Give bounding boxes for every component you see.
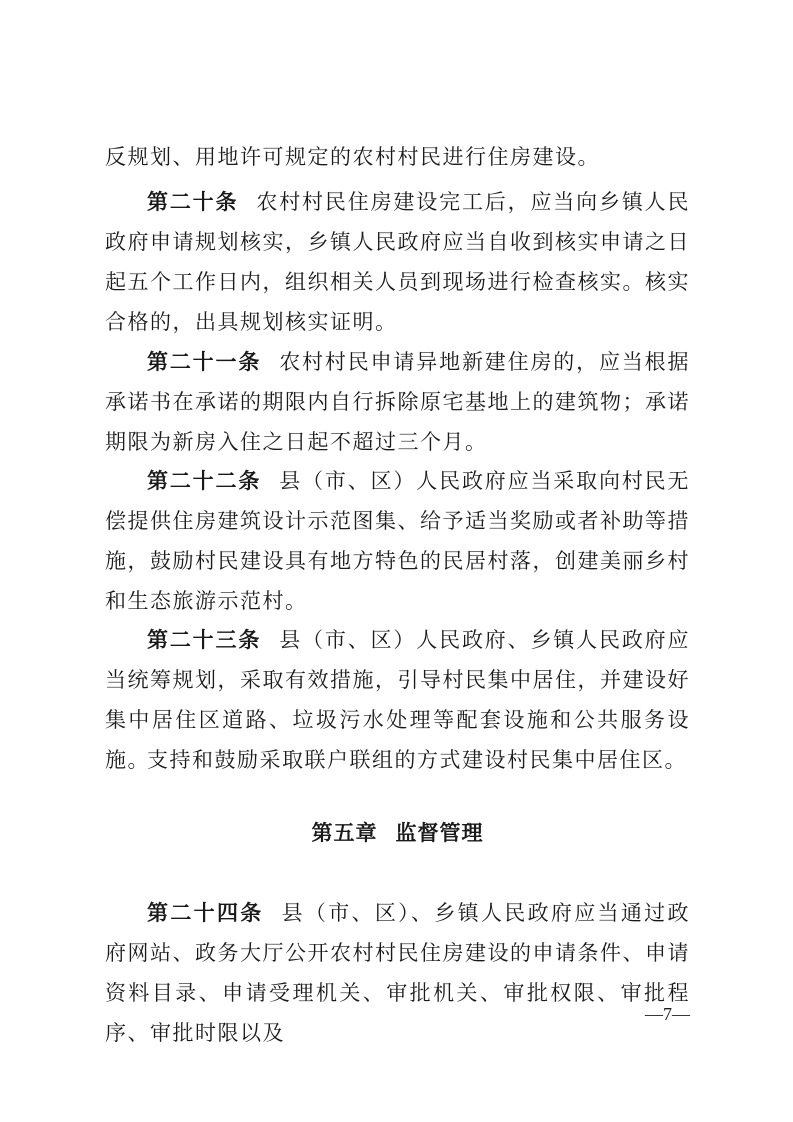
paragraph-continuation [105, 137, 690, 177]
article-24 [105, 893, 690, 1053]
article-number: 第二十三条 [147, 628, 262, 652]
article-21 [105, 342, 690, 462]
article-20 [105, 182, 690, 342]
paragraph-text: 支持和鼓励采取联户联组的方式建设村民集中居住区。 [147, 748, 687, 772]
chapter-number: 第五章 [311, 821, 378, 845]
article-22 [105, 461, 690, 621]
article-text: 县（市、区）、乡镇人民政府应当通过政府网站、政务大厅公开农村村民住房建设的申请条件、申请资料目录、申请受理机关、审批机关、审批权限、审批程序、审批时限以及 [105, 901, 691, 1045]
page-number: —7— [645, 1004, 690, 1024]
article-number: 第二十二条 [147, 469, 262, 493]
paragraph-support [105, 740, 690, 780]
article-number: 第二十条 [147, 190, 239, 214]
article-text: 县（市、区）人民政府应当采取向村民无偿提供住房建筑设计示范图集、给予适当奖励或者补助等措施，鼓励村民建设具有地方特色的民居村落，创建美丽乡村和生态旅游示范村。 [105, 469, 691, 613]
chapter-heading [105, 813, 690, 853]
article-text: 农村村民住房建设完工后，应当向乡镇人民政府申请规划核实，乡镇人民政府应当自收到核实申请之日起五个工作日内，组织相关人员到现场进行检查核实。核实合格的，出具规划核实证明。 [105, 190, 691, 334]
article-text: 县（市、区）人民政府、乡镇人民政府应当统筹规划，采取有效措施，引导村民集中居住，并建设好集中居住区道路、垃圾污水处理等配套设施和公共服务设施。 [105, 628, 691, 772]
article-text: 农村村民申请异地新建住房的，应当根据承诺书在承诺的期限内自行拆除原宅基地上的建筑物；承诺期限为新房入住之日起不超过三个月。 [105, 350, 691, 454]
article-number: 第二十一条 [147, 350, 262, 374]
article-number: 第二十四条 [147, 901, 264, 925]
chapter-title: 监督管理 [395, 821, 484, 845]
paragraph-text: 反规划、用地许可规定的农村村民进行住房建设。 [105, 145, 600, 169]
